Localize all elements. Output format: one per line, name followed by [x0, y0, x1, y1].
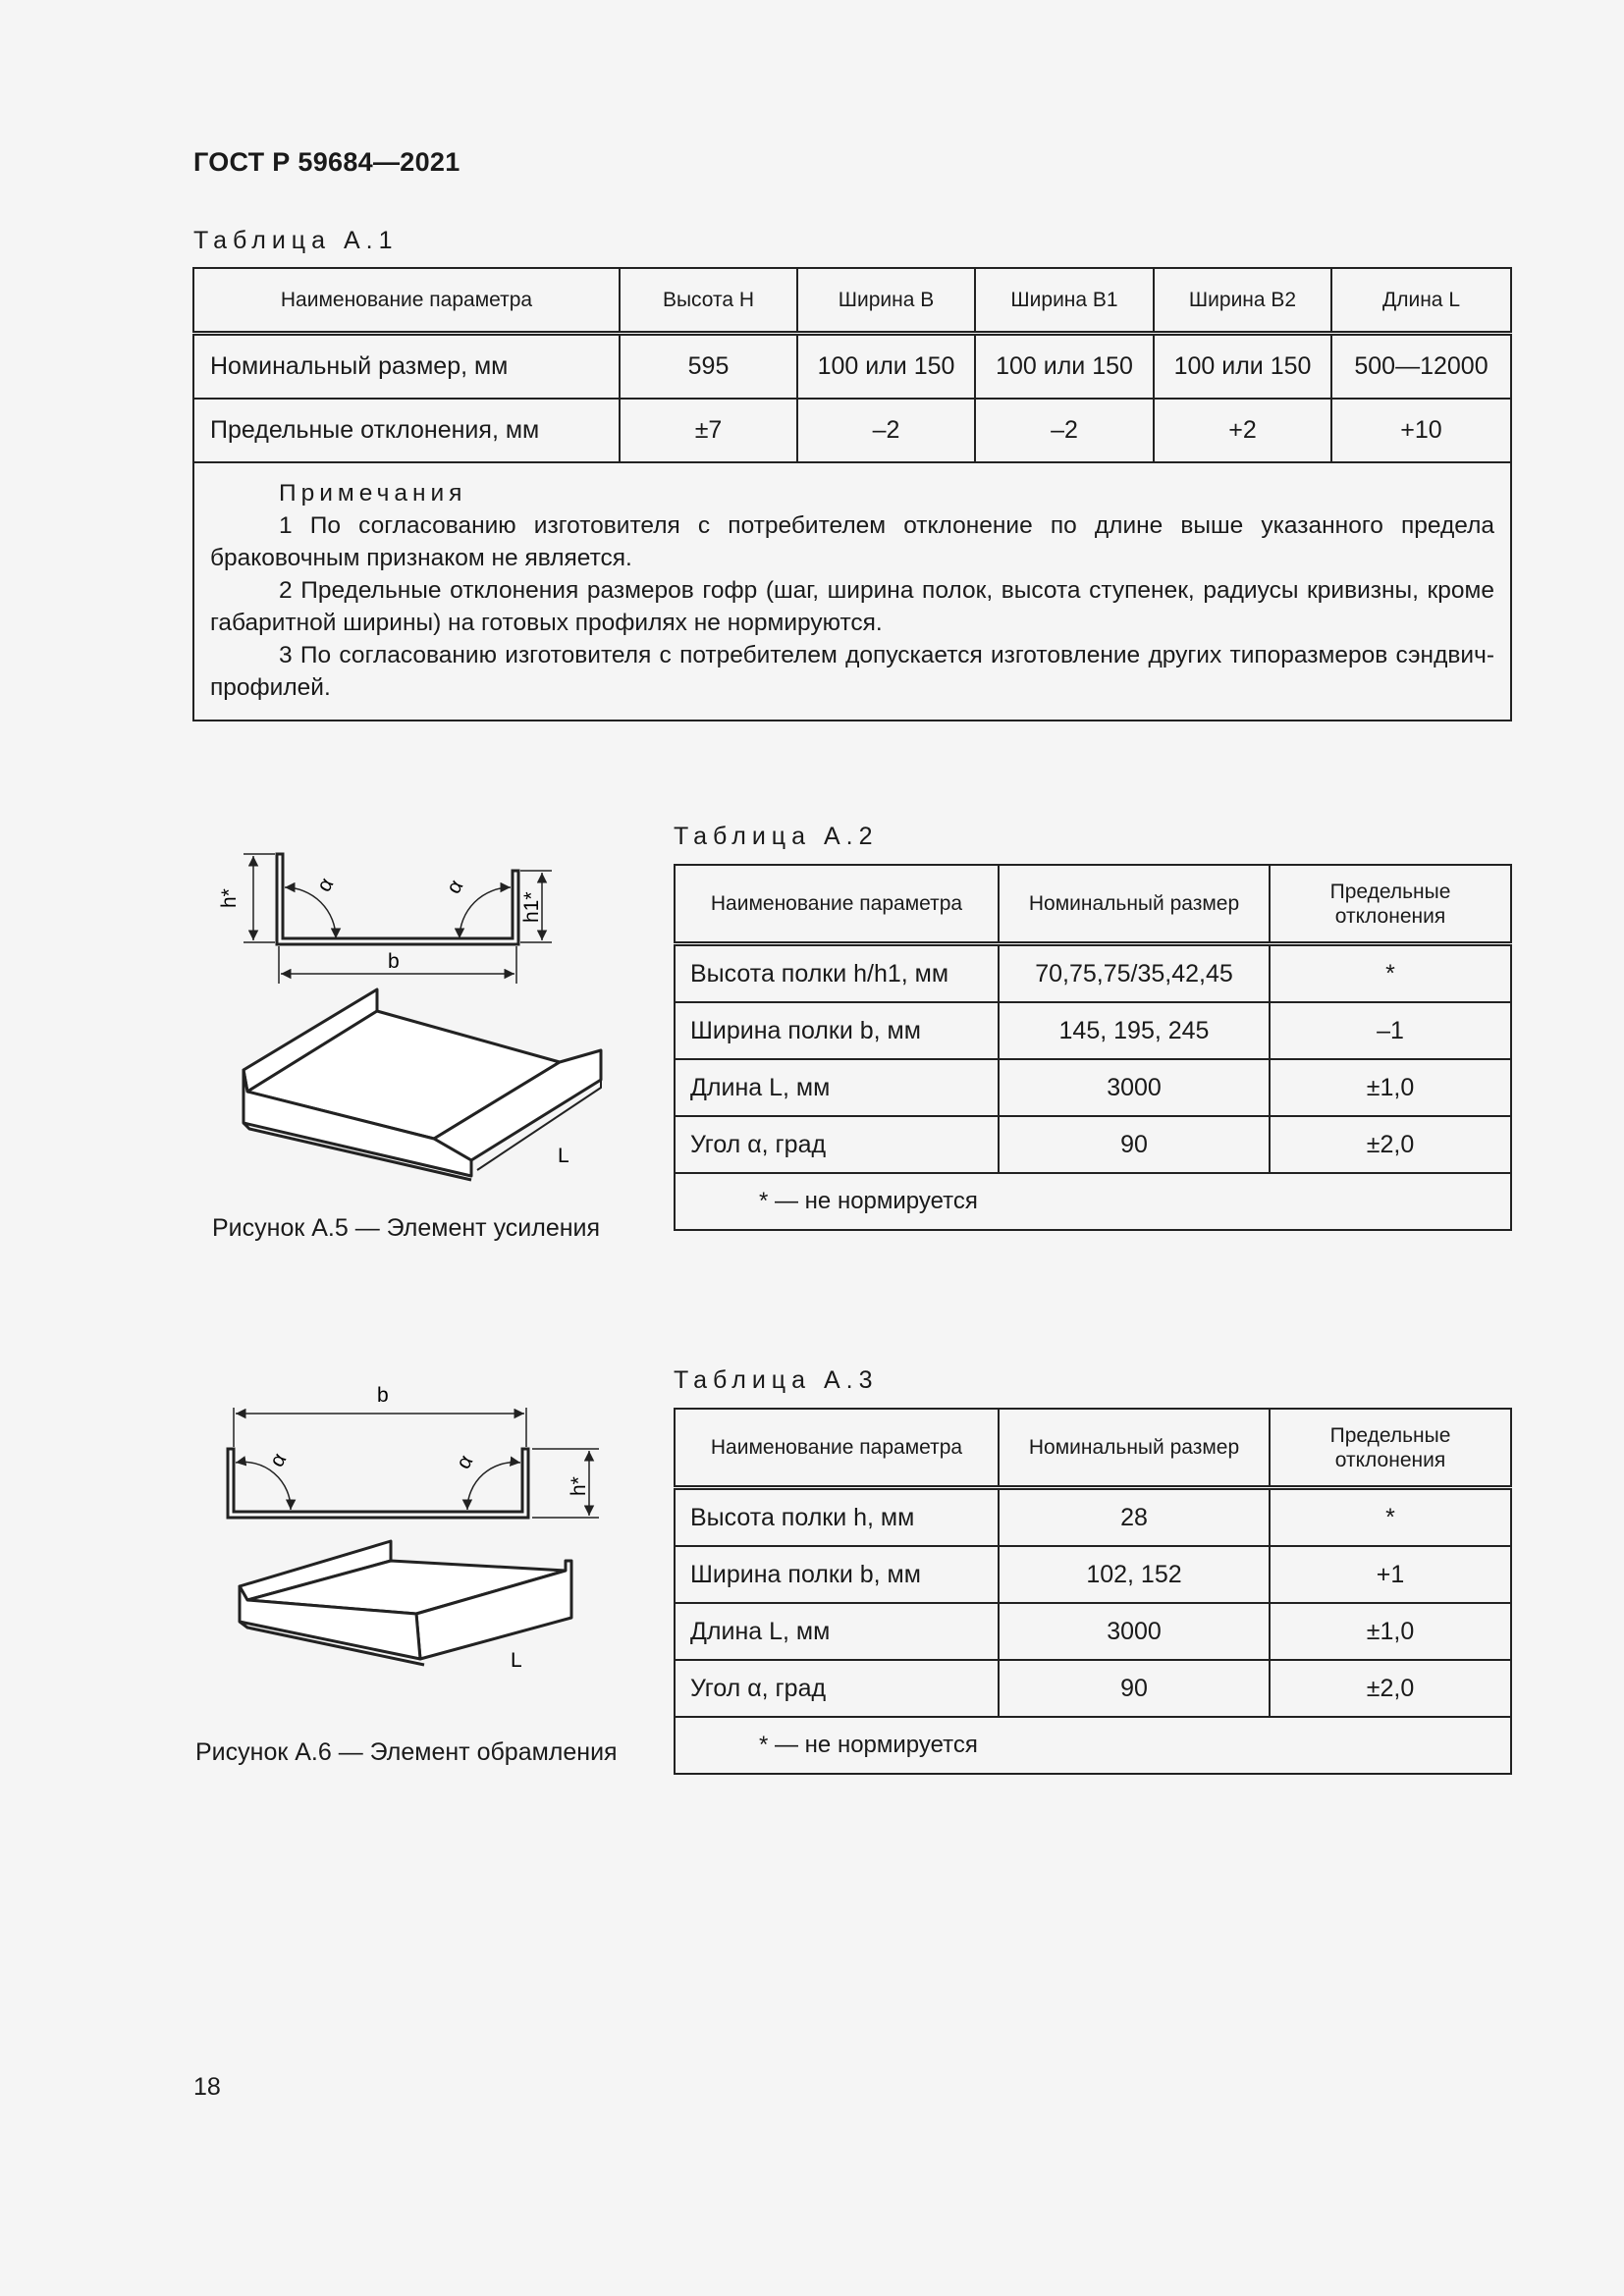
table-cell: ±2,0 — [1270, 1660, 1511, 1717]
figure-a5-drawing — [196, 844, 628, 1198]
table-cell: 595 — [620, 334, 797, 400]
column-header: Предельные отклонения — [1270, 865, 1511, 944]
table-cell: Высота полки h/h1, мм — [675, 944, 999, 1003]
table-cell: 28 — [999, 1488, 1270, 1547]
angle-label-right: α — [452, 1451, 478, 1473]
table-cell: 102, 152 — [999, 1546, 1270, 1603]
table-cell: 70,75,75/35,42,45 — [999, 944, 1270, 1003]
profile-section-outline — [277, 854, 518, 944]
table-cell: +2 — [1154, 399, 1331, 462]
table-cell: Ширина полки b, мм — [675, 1002, 999, 1059]
table-cell: 3000 — [999, 1603, 1270, 1660]
figure-a6-caption: Рисунок А.6 — Элемент обрамления — [195, 1738, 618, 1766]
column-header: Длина L — [1331, 268, 1511, 334]
notes-title: Примечания — [279, 480, 467, 507]
footnote-row — [675, 1717, 1511, 1774]
table-cell: –1 — [1270, 1002, 1511, 1059]
table-a3 — [674, 1408, 1512, 1775]
table-row — [675, 1059, 1511, 1116]
table-cell: 500—12000 — [1331, 334, 1511, 400]
angle-label-right: α — [442, 876, 468, 898]
dim-label-b: b — [388, 950, 400, 973]
table-header-row — [675, 1409, 1511, 1488]
table-a2 — [674, 864, 1512, 1231]
figure-a5-caption: Рисунок А.5 — Элемент усиления — [212, 1214, 601, 1242]
table-cell: ±1,0 — [1270, 1059, 1511, 1116]
table-cell: Длина L, мм — [675, 1059, 999, 1116]
dim-label-h: h* — [218, 888, 241, 908]
table-cell: Предельные отклонения, мм — [193, 399, 620, 462]
column-header: Предельные отклонения — [1270, 1409, 1511, 1488]
dim-label-h: h* — [568, 1476, 590, 1496]
table-cell: 90 — [999, 1660, 1270, 1717]
table-cell: ±7 — [620, 399, 797, 462]
note-item: 1 По согласованию изготовителя с потребителем отклонение по длине выше указанного предела браковочным признаком не является. — [210, 512, 1494, 571]
dim-label-h1: h1* — [520, 891, 543, 923]
table-cell: –2 — [797, 399, 975, 462]
notes-cell — [193, 462, 1511, 721]
table-a2-caption: Таблица А.2 — [674, 823, 879, 850]
table-cell: Угол α, град — [675, 1660, 999, 1717]
column-header: Ширина B2 — [1154, 268, 1331, 334]
angle-label-left: α — [312, 874, 339, 896]
document-id: ГОСТ Р 59684—2021 — [193, 147, 460, 177]
figure-a6-drawing — [196, 1374, 628, 1708]
table-a1 — [192, 267, 1512, 721]
table-footnote: * — не нормируется — [675, 1717, 1511, 1774]
page-number: 18 — [193, 2073, 221, 2101]
table-cell: * — [1270, 944, 1511, 1003]
dim-label-L: L — [511, 1649, 522, 1672]
column-header: Ширина B1 — [975, 268, 1154, 334]
table-a3-caption: Таблица А.3 — [674, 1366, 879, 1394]
table-row — [675, 1546, 1511, 1603]
table-row — [675, 1603, 1511, 1660]
table-row — [675, 1660, 1511, 1717]
profile-isometric-view — [244, 989, 601, 1180]
table-cell: 100 или 150 — [1154, 334, 1331, 400]
column-header: Номинальный размер — [999, 865, 1270, 944]
table-row — [675, 1488, 1511, 1547]
table-cell: Высота полки h, мм — [675, 1488, 999, 1547]
angle-label-left: α — [265, 1449, 292, 1471]
table-cell: –2 — [975, 399, 1154, 462]
table-header-row — [193, 268, 1511, 334]
column-header: Наименование параметра — [675, 1409, 999, 1488]
column-header: Высота H — [620, 268, 797, 334]
column-header: Наименование параметра — [193, 268, 620, 334]
table-cell: +1 — [1270, 1546, 1511, 1603]
table-cell: Угол α, град — [675, 1116, 999, 1173]
table-cell: Номинальный размер, мм — [193, 334, 620, 400]
table-cell: ±1,0 — [1270, 1603, 1511, 1660]
column-header: Номинальный размер — [999, 1409, 1270, 1488]
notes-row — [193, 462, 1511, 721]
table-a1-caption: Таблица А.1 — [193, 227, 399, 254]
table-row — [193, 334, 1511, 400]
dim-label-b: b — [377, 1384, 389, 1407]
table-cell: 145, 195, 245 — [999, 1002, 1270, 1059]
column-header: Ширина B — [797, 268, 975, 334]
dim-label-L: L — [558, 1145, 569, 1167]
table-row — [193, 399, 1511, 462]
profile-isometric-view — [240, 1541, 571, 1665]
table-cell: +10 — [1331, 399, 1511, 462]
table-cell: Ширина полки b, мм — [675, 1546, 999, 1603]
footnote-row — [675, 1173, 1511, 1230]
table-cell: 100 или 150 — [975, 334, 1154, 400]
note-item: 3 По согласованию изготовителя с потребителем допускается изготовление других типоразмеров сэндвич-профилей. — [210, 642, 1494, 701]
table-cell: ±2,0 — [1270, 1116, 1511, 1173]
table-cell: * — [1270, 1488, 1511, 1547]
table-row — [675, 1116, 1511, 1173]
table-row — [675, 1002, 1511, 1059]
table-cell: 100 или 150 — [797, 334, 975, 400]
table-header-row — [675, 865, 1511, 944]
table-footnote: * — не нормируется — [675, 1173, 1511, 1230]
column-header: Наименование параметра — [675, 865, 999, 944]
note-item: 2 Предельные отклонения размеров гофр (шаг, ширина полок, высота ступенек, радиусы кривизны, кроме габаритной ширины) на готовых профилях не нормируются. — [210, 577, 1494, 636]
table-row — [675, 944, 1511, 1003]
table-cell: Длина L, мм — [675, 1603, 999, 1660]
table-cell: 3000 — [999, 1059, 1270, 1116]
table-cell: 90 — [999, 1116, 1270, 1173]
